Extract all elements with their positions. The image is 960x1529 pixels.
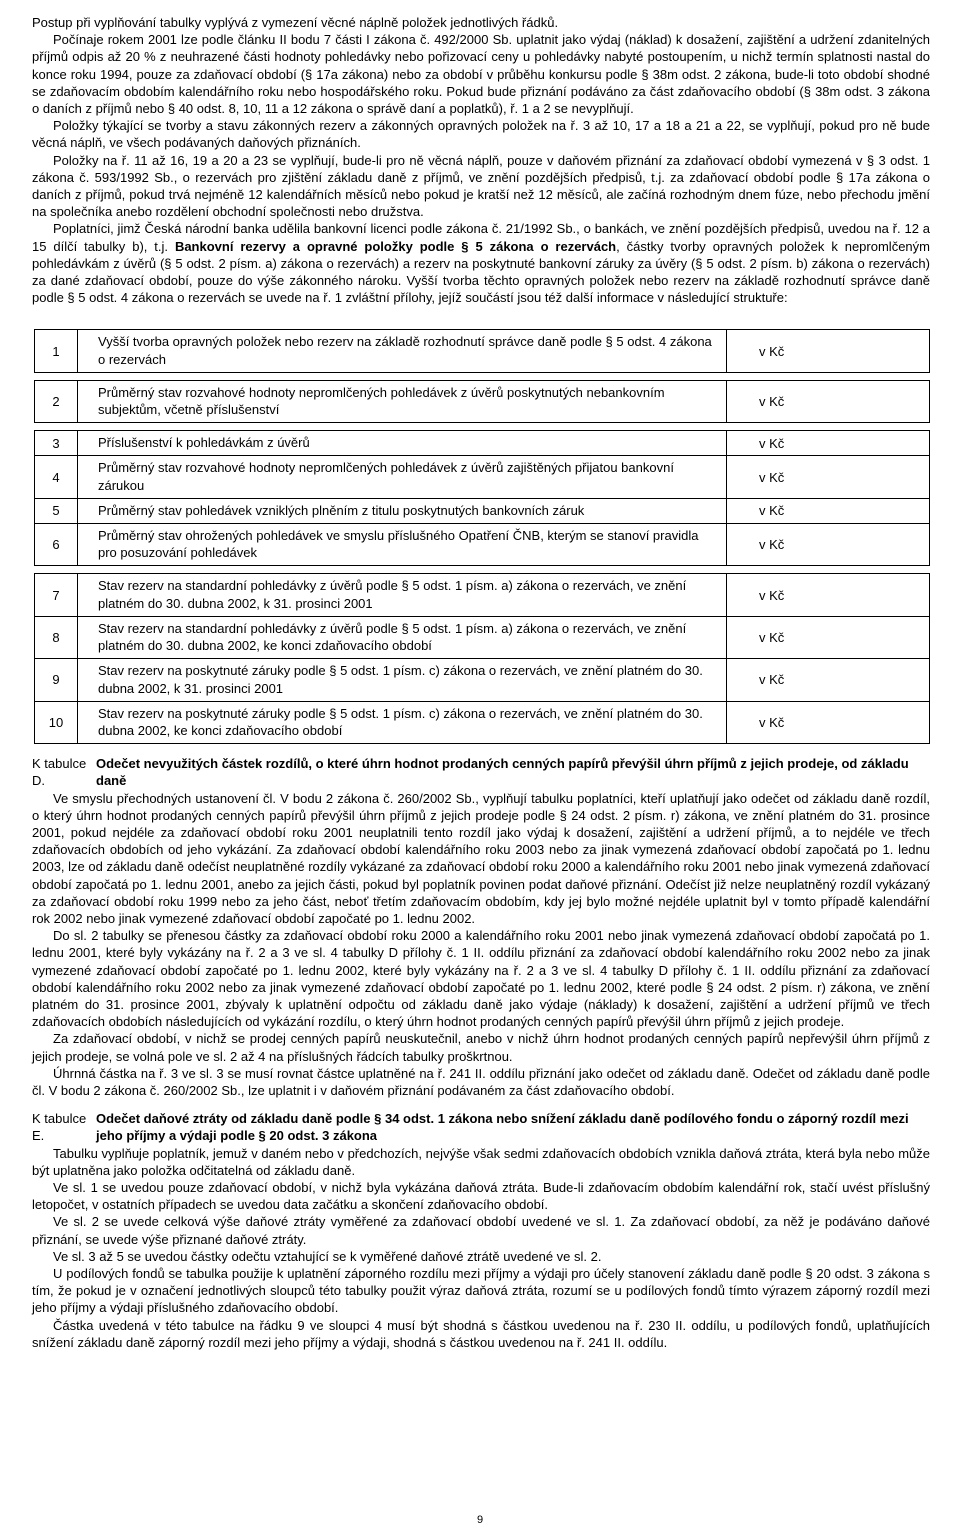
table-row — [35, 574, 930, 616]
row-unit: v Kč — [727, 659, 930, 701]
intro-paragraph-1: Postup při vyplňování tabulky vyplývá z vymezení věcné náplně položek jednotlivých řádků. — [32, 15, 559, 30]
section-e-paragraph-2: Ve sl. 1 se uvedou pouze zdaňovací období, v nichž byla vykázána daňová ztráta. Bude-li zdaňovacím obdobím kalendářní rok, stačí uvést příslušný letopočet, v ostatních případech se uvedou data začátku a skončení zdaňovacího období. — [32, 1179, 930, 1213]
page-number: 9 — [476, 1514, 484, 1526]
table-row — [35, 524, 930, 566]
table-row — [35, 380, 930, 422]
section-e-paragraph-4: Ve sl. 3 až 5 se uvedou částky odečtu vztahující se k vyměřené daňové ztrátě uvedené ve sl. 2. — [53, 1248, 602, 1264]
row-unit: v Kč — [727, 431, 930, 456]
row-num: 1 — [35, 330, 78, 372]
table-row-gap — [35, 423, 930, 431]
row-desc: Průměrný stav pohledávek vzniklých plněním z titulu poskytnutých bankovních záruk — [78, 498, 727, 523]
row-desc: Stav rezerv na standardní pohledávky z úvěrů podle § 5 odst. 1 písm. a) zákona o rezervách, ve znění platném do 30. dubna 2002, ke konci zdaňovacího období — [78, 616, 727, 658]
row-unit: v Kč — [727, 574, 930, 616]
section-e-heading — [32, 1110, 930, 1144]
section-e-label: K tabulce E. — [32, 1111, 87, 1144]
section-d-paragraph-4: Úhrnná částka na ř. 3 ve sl. 3 se musí rovnat částce uplatněné na ř. 241 II. oddílu přiznání jako odečet od základu daně. Odečet od základu daně podle čl. V bodu 2 zákona č. 260/2002 Sb., lze uplatnit i v daňovém přiznání podávaném za část zdaňovacího období. — [32, 1065, 930, 1098]
row-unit: v Kč — [727, 524, 930, 566]
row-unit: v Kč — [727, 498, 930, 523]
table-row — [35, 330, 930, 372]
row-desc: Příslušenství k pohledávkám z úvěrů — [78, 431, 727, 456]
row-gap-cell — [35, 566, 930, 574]
banks-paragraph — [32, 220, 930, 306]
section-d-label: K tabulce D. — [32, 756, 87, 789]
section-e-paragraph-1: Tabulku vyplňuje poplatník, jemuž v daném nebo v předchozích, nejvýše však sedmi zdaňovacích obdobích vznikla daňová ztráta, která byla nebo může být uplatněna jako položka odčitatelná od základu daně. — [32, 1145, 930, 1178]
row-unit: v Kč — [727, 616, 930, 658]
section-d-paragraph-1: Ve smyslu přechodných ustanovení čl. V bodu 2 zákona č. 260/2002 Sb., vyplňují tabulku poplatníci, kteří uplatňují jako odečet od základu daně rozdíl, o který úhrn hodnot prodaných cenných papírů převýšil úhrn příjmů z jejich prodeje podle § 24 odst. 2 písm. r) zákona, ve znění platném do 31. prosince 2001, pokud nejdéle za zdaňovací období roku 2001 neuplatnili tento rozdíl jako výdaj k dosažení, zajištění a udržení příjmů, a to nejdéle ve třech zdaňovacích obdobích od jeho vykázání. Za zdaňovací období kalendářního roku 2003 nebo za jinak vymezená zdaňovací období započatá po 1. lednu 2003, lze od základu daně odečíst neuplatněné rozdíly vykázané za zdaňovací období roku 2000 a kalendářního roku 2001 nebo jinak vymezená zdaňovací období započatá po 1. lednu 2001, anebo za jejich části, pokud byl poplatník povinen podat daňové přiznání. Odečíst již nelze neuplatněný rozdíl vykázaný za zdaňovací období roku 1999 nebo za jeho část, neboť třetím zdaňovacím obdobím, kdy jej bylo možné nejdéle uplatnit byl v tomto případě kalendářní rok 2002 nebo jinak vymezené zdaňovací období započaté po 1. lednu 2002. — [32, 790, 930, 926]
table-row — [35, 659, 930, 701]
banks-post: , částky tvorby opravných položek k nepromlčeným pohledávkám z úvěrů (§ 5 odst. 2 písm. a) zákona o rezervách) a rezerv na poskytnuté bankovní záruky za úvěry (§ 5 odst. 2 písm. b) zákona o rezervách) za dané zdaňovací období, pouze do výše zákonného nároku. Vyšší tvorba těchto opravných položek nebo rezerv na základě rozhodnutí správce daně podle § 5 odst. 4 zákona o rezervách se uvede na ř. 1 zvláštní přílohy, jejíž součástí jsou též další informace v následující struktuře: — [32, 238, 930, 306]
table-row — [35, 701, 930, 743]
section-e-paragraph-3: Ve sl. 2 se uvede celková výše daňové ztráty vyměřené za zdaňovací období uvedené ve sl. 1. Za zdaňovací období, za něž je podáváno daňové přiznání, se uvede výše přiznané daňové ztráty. — [32, 1214, 930, 1247]
row-num: 7 — [35, 574, 78, 616]
row-num: 2 — [35, 380, 78, 422]
row-desc: Průměrný stav rozvahové hodnoty nepromlčených pohledávek z úvěrů zajištěných přijatou bankovní zárukou — [78, 456, 727, 498]
banks-pre: Poplatníci, jimž Česká národní banka udělila bankovní licenci podle zákona č. 21/1992 Sb., o bankách, ve znění pozdějších předpisů, uvedou na ř. 12 a 15 dílčí tabulky b), t.j. — [32, 221, 930, 254]
table-row-gap — [35, 372, 930, 380]
section-d-paragraph-2: Do sl. 2 tabulky se přenesou částky za zdaňovací období roku 2000 a kalendářního roku 2001 nebo jinak vymezená zdaňovací období započatá po 1. lednu 2001, které byly vykázány na ř. 2 a 3 ve sl. 4 tabulky D přílohy č. 1 II. oddílu přiznání za zdaňovací období kalendářního roku 2002 nebo za jinak vymezené zdaňovací období započaté po 1. lednu 2002, které byly vykázány na ř. 2 a 3 ve sl. 4 tabulky D přílohy č. 1 II. oddílu přiznání za zdaňovací období kalendářního roku 2002 nebo za jinak vymezené zdaňovací období započaté po 1. lednu 2002, které podle § 24 odst. 2 písm. r) zákona, ve znění platném do 31. prosince 2001, zbývaly k uplatnění odpočtu od základu daně jako výdaje (náklady) k dosažení, zajištění a udržení příjmů ve třech zdaňovacích obdobích následujících od vykázání rozdílu, o který úhrn hodnot prodaných cenných papírů převýšil úhrn příjmů z jejich prodeje. — [32, 928, 930, 1030]
row-num: 6 — [35, 524, 78, 566]
section-e-title: Odečet daňové ztráty od základu daně podle § 34 odst. 1 zákona nebo snížení základu daně podílového fondu o záporný rozdíl mezi jeho příjmy a výdaji podle § 20 odst. 3 zákona — [96, 1111, 909, 1144]
row-num: 5 — [35, 498, 78, 523]
intro-paragraph-3: Položky týkající se tvorby a stavu zákonných rezerv a zákonných opravných položek na ř. 3 až 10, 17 a 18 a 21 a 22, se vyplňují, pokud pro ně bude věcná náplň, ve všech podávaných daňových přiznáních. — [32, 118, 930, 151]
section-d-heading — [32, 755, 930, 789]
row-desc: Průměrný stav rozvahové hodnoty nepromlčených pohledávek z úvěrů poskytnutých nebankovním subjektům, včetně příslušenství — [78, 380, 727, 422]
row-num: 10 — [35, 701, 78, 743]
row-gap-cell — [35, 372, 930, 380]
row-unit: v Kč — [727, 456, 930, 498]
row-num: 4 — [35, 456, 78, 498]
structure-table — [34, 329, 930, 744]
banks-bold: Bankovní rezervy a opravné položky podle § 5 zákona o rezervách — [174, 238, 617, 254]
table-row — [35, 616, 930, 658]
document-page — [32, 14, 930, 1351]
section-d-paragraph-3: Za zdaňovací období, v nichž se prodej cenných papírů neuskutečnil, anebo v nichž úhrn hodnot prodaných cenných papírů nepřevýšil úhrn příjmů z jejich prodeje, se volná pole ve sl. 2 až 4 na příslušných řádcích tabulky proškrtnou. — [32, 1031, 930, 1064]
row-unit: v Kč — [727, 701, 930, 743]
table-row-gap — [35, 566, 930, 574]
row-unit: v Kč — [727, 330, 930, 372]
row-gap-cell — [35, 423, 930, 431]
row-num: 8 — [35, 616, 78, 658]
section-e-paragraph-6: Částka uvedená v této tabulce na řádku 9 ve sloupci 4 musí být shodná s částkou uvedenou na ř. 230 II. oddílu, u podílových fondů, uplatňujících snížení základu daně záporný rozdíl mezi jeho příjmy a výdaji, shodná s částkou uvedenou na ř. 241 II. oddílu. — [32, 1317, 930, 1350]
table-row — [35, 456, 930, 498]
row-unit: v Kč — [727, 380, 930, 422]
section-e-paragraph-5: U podílových fondů se tabulka použije k uplatnění záporného rozdílu mezi příjmy a výdaji pro účely stanovení základu daně podle § 20 odst. 3 zákona s tím, že pokud je v označení jednotlivých sloupců této tabulky použit výraz daňová ztráta, rozumí se u podílových fondů tímto výrazem záporný rozdíl mezi jeho příjmy a výdaji příslušného zdaňovacího období. — [32, 1266, 930, 1316]
row-num: 9 — [35, 659, 78, 701]
row-desc: Vyšší tvorba opravných položek nebo rezerv na základě rozhodnutí správce daně podle § 5 odst. 4 zákona o rezervách — [78, 330, 727, 372]
row-desc: Stav rezerv na poskytnuté záruky podle § 5 odst. 1 písm. c) zákona o rezervách, ve znění platném do 30. dubna 2002, k 31. prosinci 2001 — [78, 659, 727, 701]
row-desc: Průměrný stav ohrožených pohledávek ve smyslu příslušného Opatření ČNB, kterým se stanoví pravidla pro posuzování pohledávek — [78, 524, 727, 566]
table-row — [35, 431, 930, 456]
row-desc: Stav rezerv na poskytnuté záruky podle § 5 odst. 1 písm. c) zákona o rezervách, ve znění platném do 30. dubna 2002, ke konci zdaňovacího období — [78, 701, 727, 743]
intro-paragraph-2: Počínaje rokem 2001 lze podle článku II bodu 7 části I zákona č. 492/2000 Sb. uplatnit jako výdaj (náklad) k dosažení, zajištění a udržení zdanitelných příjmů odpis až 20 % z neuhrazené části hodnoty pohledávky nebo pořizovací ceny u pohledávky nabyté postoupením, u nichž termín splatnosti nastal do konce roku 1994, pouze za zdaňovací období (§ 17a zákona) nebo za období v průběhu konkursu podle § 38m odst. 2 zákona, bude-li toto období shodné se zdaňovacím obdobím kalendářního roku nebo hospodářského roku. Pokud bude přiznání podáváno za část zdaňovacího období (§ 38m odst. 3 zákona o daních z příjmů nebo § 40 odst. 8, 10, 11 a 12 zákona o správě daní a poplatků), ř. 1 a 2 se nevyplňují. — [32, 32, 930, 117]
section-d-title: Odečet nevyužitých částek rozdílů, o které úhrn hodnot prodaných cenných papírů převýšil úhrn příjmů z jejich prodeje, od základu daně — [96, 756, 909, 789]
intro-paragraph-4: Položky na ř. 11 až 16, 19 a 20 a 23 se vyplňují, bude-li pro ně věcná náplň, pouze v daňovém přiznání za zdaňovací období vymezená v § 3 odst. 1 zákona č. 593/1992 Sb., o rezervách pro zjištění základu daně z příjmů, ve znění pozdějších předpisů, t.j. za zdaňovací období podle § 17a zákona o daních z příjmů, pokud trvá nejméně 12 kalendářních měsíců nebo pokud je kratší než 12 měsíců, ale začíná rozhodným dnem fúze, nebo přechodu jmění na společníka anebo rozdělení obchodní společnosti nebo družstva. — [32, 152, 930, 220]
row-desc: Stav rezerv na standardní pohledávky z úvěrů podle § 5 odst. 1 písm. a) zákona o rezervách, ve znění platném do 30. dubna 2002, k 31. prosinci 2001 — [78, 574, 727, 616]
row-num: 3 — [35, 431, 78, 456]
table-row — [35, 498, 930, 523]
